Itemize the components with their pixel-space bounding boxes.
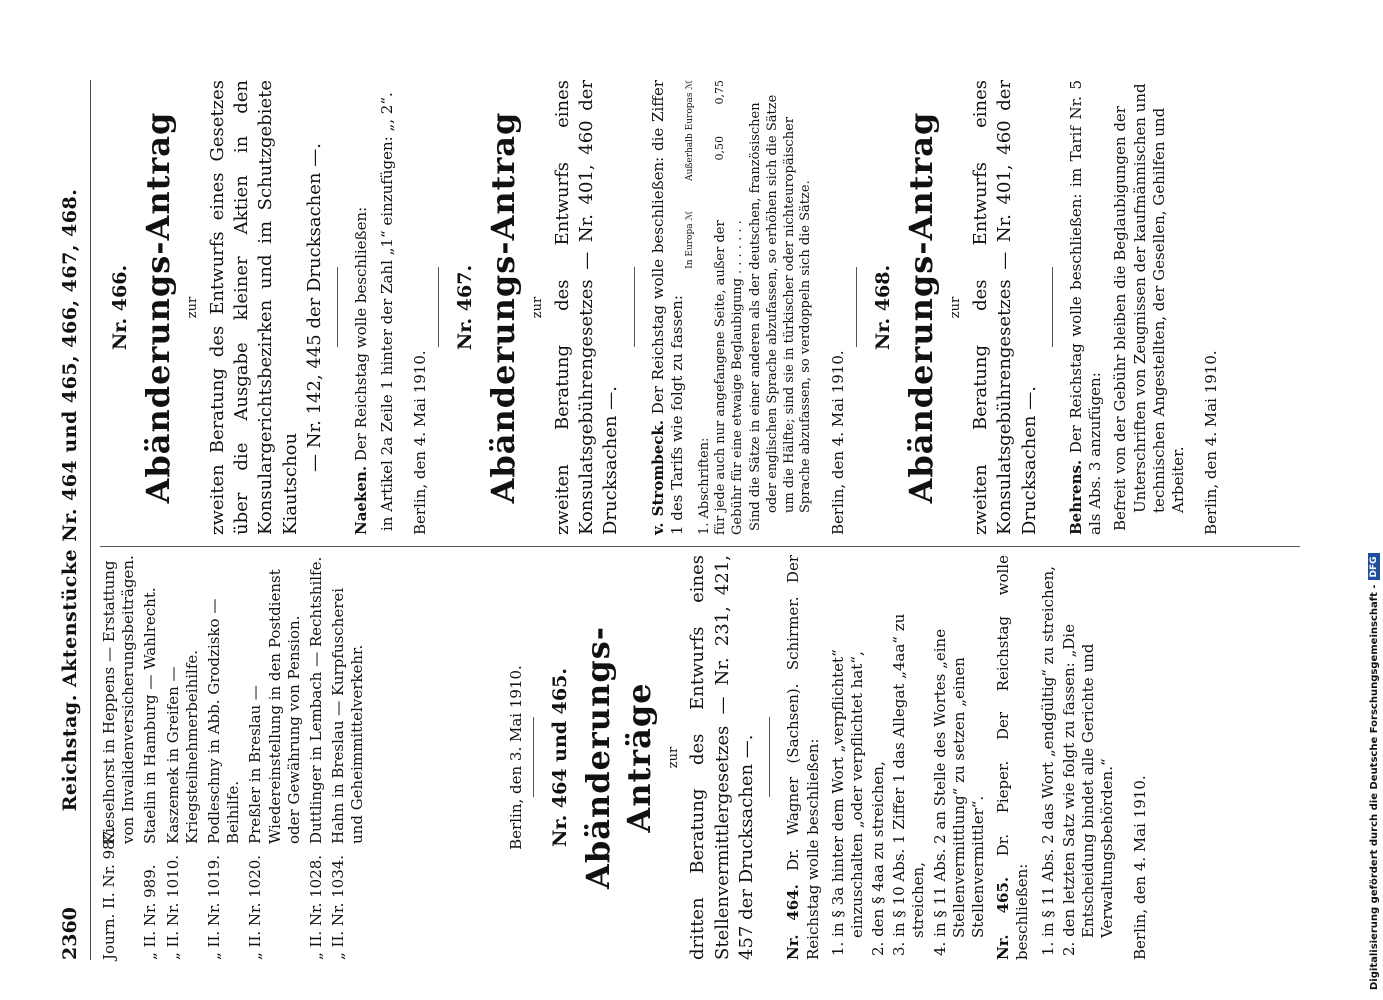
nr464-item: 4. in § 11 Abs. 2 an Stelle des Wortes „eine Stellenvermittlung“ zu setzen „einen Stellenvermittler“.	[930, 628, 988, 956]
journal-entry	[164, 555, 202, 960]
separator-rule	[1052, 268, 1053, 348]
nr467-date: Berlin, den 4. Mai 1910.	[828, 350, 847, 535]
nr468-title: Abänderungs-Antrag	[902, 111, 941, 504]
page-number: 2360	[59, 907, 81, 960]
nr467-subject: zweiten Beratung des Entwurfs eines Konsulatsgebührengesetzes — Nr. 401, 460 der Drucksachen —.	[551, 80, 622, 535]
journal-entry	[205, 555, 243, 960]
nr465-date: Berlin, den 4. Mai 1910.	[1131, 775, 1150, 960]
tariff-value-abroad: 0,75	[713, 80, 727, 105]
separator-rule	[769, 718, 770, 798]
nr467-title: Abänderungs-Antrag	[484, 111, 523, 504]
nr467-zur: zur	[530, 296, 546, 319]
column-divider	[100, 546, 1300, 547]
journal-entry	[246, 555, 304, 960]
nr466-subject-main: zweiten Beratung des Entwurfs eines Gesetzes über die Ausgabe kleiner Aktien in den Konsulargerichtsbezirken und im Schutzgebiete Kiautschou	[206, 80, 301, 535]
journal-entry	[141, 555, 160, 960]
journal-text: Preßler in Breslau — Wiedereinstellung in den Postdienst oder Gewährung von Pension.	[246, 569, 303, 844]
nr466-motion	[352, 80, 371, 535]
nr468-date: Berlin, den 4. Mai 1910.	[1202, 350, 1221, 535]
journal-text: Kaszemek in Greifen — Kriegsteilnehmerbeihilfe.	[163, 649, 201, 844]
nr467-motion	[649, 80, 687, 535]
journal-issue: „ II. Nr. 1028.	[306, 854, 325, 960]
tariff-text: für jede auch nur angefangene Seite, außer der Gebühr für eine etwaige Beglaubigung . . . . . . .	[713, 220, 745, 535]
nr465-motion	[994, 555, 1032, 960]
nr466-heading: Nr. 466.	[109, 264, 131, 351]
nr464-subject: dritten Beratung des Entwurfs eines Stellenvermittlergesetzes — Nr. 231, 421, 457 der Drucksachen —.	[687, 555, 758, 960]
nr465-motion-number: Nr. 465.	[994, 876, 1013, 960]
nr468-item: Befreit von der Gebühr bleiben die Beglaubigungen der Unterschriften von Zeugnissen der kaufmännischen und technischen Angestellten, der Gesellen, Gehilfen und Arbeiter.	[1111, 83, 1187, 531]
nr465-motion-text: Dr. Pieper. Der Reichstag wolle beschließen:	[994, 555, 1032, 960]
nr464-motion-text: Dr. Wagner (Sachsen). Schirmer. Der Reichstag wolle beschließen:	[784, 555, 822, 960]
header-title: Reichstag. Aktenstücke Nr. 464 und 465, 466, 467, 468.	[59, 188, 81, 812]
rotated-document-page	[50, 60, 1330, 960]
tariff-note: Sind die Sätze in einer anderen als der deutschen, französischen oder englischen Sprache abzufassen, so erhöhen sich die Sätze um die Hälfte; sind sie in türkischer oder nichteuropäischer Sprache abzufassen, so verdoppeln sich die Sätze.	[748, 94, 814, 531]
tariff-row	[713, 80, 746, 535]
nr466-item: in Artikel 2a Zeile 1 hinter der Zahl „1“ einzufügen: „, 2“.	[377, 92, 396, 531]
journal-issue: „ II. Nr. 1010.	[163, 854, 182, 960]
nr464-heading: Nr. 464 und 465.	[548, 668, 571, 847]
nr464-title: Abänderungs-Anträge	[578, 626, 658, 889]
left-column	[100, 555, 1300, 960]
nr465-item: 1. in § 11 Abs. 2 das Wort „endgültig“ zu streichen,	[1038, 566, 1057, 956]
journal-entry	[329, 555, 367, 960]
nr467-heading: Nr. 467.	[453, 264, 476, 351]
journal-list	[100, 555, 367, 960]
nr467-motion-text: Der Reichstag wolle beschließen: die Ziffer 1 des Tarifs wie folgt zu fassen:	[648, 80, 686, 535]
nr466-motion-name: Naeken.	[352, 465, 371, 535]
credit-text: Digitalisierung gefördert durch die Deutsche Forschungsgemeinschaft -	[1368, 584, 1380, 990]
nr468-motion	[1067, 80, 1105, 535]
tariff-label: 1. Abschriften:	[696, 437, 712, 535]
nr466-subject-tail: — Nr. 142, 445 der Drucksachen —.	[304, 143, 326, 472]
dfg-logo: DFG	[1368, 553, 1380, 580]
digitization-credit	[1368, 553, 1380, 990]
tariff-col-abroad: Außerhalb Europas ℳ	[685, 80, 696, 181]
separator-rule	[533, 718, 534, 798]
separator-rule	[438, 268, 439, 348]
running-head	[50, 80, 91, 960]
nr464-item: 2. den § 4aa zu streichen,	[869, 761, 888, 956]
separator-rule	[856, 268, 857, 348]
nr468-motion-text: Der Reichstag wolle beschließen: im Tarif Nr. 5 als Abs. 3 anzufügen:	[1066, 80, 1105, 535]
nr468-heading: Nr. 468.	[872, 264, 895, 351]
tariff-col-europe: In Europa ℳ	[685, 210, 696, 269]
nr468-subject: zweiten Beratung des Entwurfs eines Konsulatsgebührengesetzes — Nr. 401, 460 der Drucksachen —.	[970, 80, 1040, 535]
journal-issue: „ II. Nr. 1034.	[329, 854, 348, 960]
nr467-motion-name: v. Strombeck.	[648, 420, 667, 535]
separator-rule	[337, 268, 338, 348]
right-column	[100, 80, 1300, 535]
nr464-item: 3. in § 10 Abs. 1 Ziffer 1 das Allegat „4aa“ zu streichen,	[890, 613, 928, 956]
nr464-motion	[784, 555, 822, 960]
nr468-motion-name: Behrens.	[1066, 459, 1085, 535]
left-date: Berlin, den 3. Mai 1910.	[507, 665, 526, 850]
nr465-item: 2. den letzten Satz wie folgt zu fassen: „Die Entscheidung bindet alle Gerichte und Verwaltungsbehörden.“	[1059, 624, 1117, 956]
journal-text: Podleschny in Abb. Grodzisko — Beihilfe.	[204, 598, 243, 844]
journal-text: Staelin in Hamburg — Wahlrecht.	[141, 587, 160, 844]
journal-issue: „ II. Nr. 989.	[141, 864, 160, 960]
separator-rule	[634, 268, 635, 348]
journal-entry	[100, 555, 138, 960]
nr466-title: Abänderungs-Antrag	[139, 111, 178, 504]
journal-entry	[307, 555, 326, 960]
journal-issue: Journ. II. Nr. 987.	[100, 825, 118, 960]
journal-text: Duttlinger in Lembach — Rechtshilfe.	[306, 556, 325, 844]
journal-text: Hahn in Breslau — Kurpfuscherei und Geheimmittelverkehr.	[329, 587, 367, 844]
tariff-value-europe: 0,50	[713, 136, 727, 161]
nr464-motion-number: Nr. 464.	[784, 884, 803, 960]
nr466-motion-text: Der Reichstag wolle beschließen:	[352, 206, 371, 462]
nr466-zur: zur	[185, 296, 201, 319]
journal-issue: „ II. Nr. 1019.	[204, 854, 223, 960]
nr466-date: Berlin, den 4. Mai 1910.	[410, 350, 429, 535]
journal-text: Kieselhorst in Heppens — Erstattung von Invalidenversicherungsbeiträgen.	[100, 555, 138, 844]
nr464-zur: zur	[665, 746, 681, 769]
nr466-subject	[206, 80, 327, 535]
journal-issue: „ II. Nr. 1020.	[246, 854, 265, 960]
nr464-item: 1. in § 3a hinter dem Wort „verpflichtet“ einzuschalten „oder verpflichtet hat“,	[828, 649, 866, 956]
nr468-zur: zur	[948, 296, 964, 319]
